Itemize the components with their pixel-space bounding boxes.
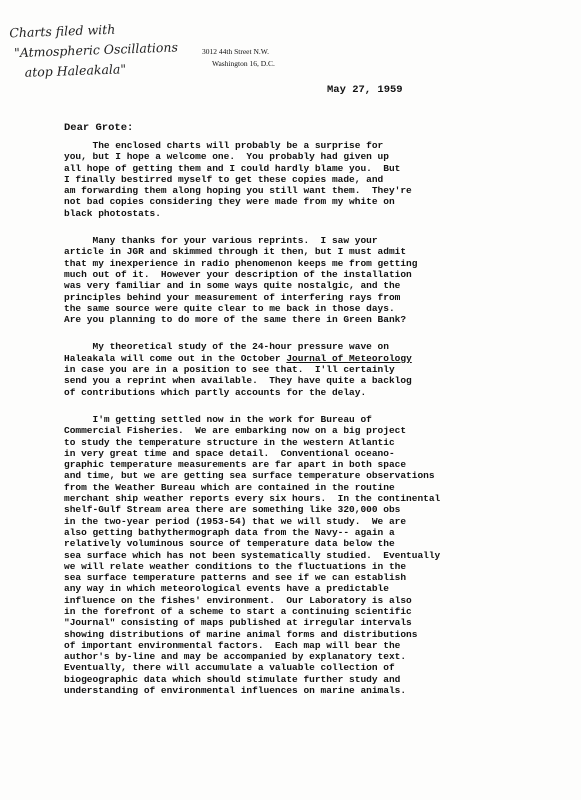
- paragraph-line: sea surface temperature patterns and see if we can establish: [64, 572, 407, 584]
- paragraph-line: to study the temperature structure in the western Atlantic: [64, 436, 395, 448]
- paragraph-line: am forwarding them along hoping you still want them. They're: [64, 185, 412, 197]
- paragraph-line: I finally bestirred myself to get these copies made, and: [64, 173, 384, 185]
- paragraph-line: not bad copies considering they were made from my white on: [64, 196, 395, 208]
- paragraph-line: shelf-Gulf Stream area there are something like 320,000 obs: [64, 504, 401, 516]
- paragraph-line: My theoretical study of the 24-hour pressure wave on: [64, 341, 389, 353]
- paragraph-line: influence on the fishes' environment. Our Laboratory is also: [64, 594, 412, 606]
- letter-body: [64, 140, 574, 712]
- paragraph-line: any way in which meteorological events have a predictable: [64, 583, 389, 595]
- paragraph-line: of contributions which partly accounts for the delay.: [64, 386, 367, 398]
- paragraph-line: also getting bathythermograph data from the Navy-- again a: [64, 526, 395, 538]
- paragraph-line: the same source were quite clear to me back in those days.: [64, 302, 395, 314]
- salutation: Dear Grote:: [64, 122, 134, 134]
- paragraph-line: black photostats.: [64, 207, 161, 219]
- letter-date: May 27, 1959: [327, 84, 403, 96]
- paragraph: [64, 235, 574, 325]
- paragraph: [64, 341, 574, 397]
- paragraph-line: Haleakala will come out in the October Journal of Meteorology: [64, 352, 412, 364]
- paragraph-line: in very great time and space detail. Conventional oceano-: [64, 447, 395, 459]
- paragraph-line: relatively voluminous source of temperature data below the: [64, 538, 395, 550]
- paragraph-line: much out of it. However your description of the installation: [64, 268, 412, 280]
- paragraph-line: biogeographic data which should stimulate further study and: [64, 673, 401, 685]
- address-line: Washington 16, D.C.: [212, 59, 275, 68]
- paragraph-line: "Journal" consisting of maps published at irregular intervals: [64, 617, 412, 629]
- paragraph-line: was very familiar and in some ways quite nostalgic, and the: [64, 280, 401, 292]
- paragraph-line: sea surface which has not been systematically studied. Eventually: [64, 549, 441, 561]
- handwritten-line: atop Haleakala": [24, 61, 127, 80]
- return-address: [202, 46, 275, 70]
- paragraph-line: send you a reprint when available. They have quite a backlog: [64, 375, 412, 387]
- paragraph-line: I'm getting settled now in the work for Bureau of: [64, 413, 372, 425]
- paragraph-line: that my inexperience in radio phenomenon keeps me from getting: [64, 257, 418, 269]
- paragraph-line: of important environmental factors. Each map will bear the: [64, 639, 401, 651]
- handwritten-line: Charts filed with: [9, 21, 116, 41]
- paragraph-line: understanding of environmental influences on marine animals.: [64, 685, 407, 697]
- paragraph-line: showing distributions of marine animal forms and distributions: [64, 628, 418, 640]
- paragraph-line: principles behind your measurement of interfering rays from: [64, 291, 401, 303]
- handwritten-note: [9, 17, 201, 84]
- paragraph-line: Eventually, there will accumulate a valuable collection of: [64, 662, 395, 674]
- paragraph: [64, 414, 574, 696]
- paragraph-line: merchant ship weather reports every six hours. In the continental: [64, 493, 441, 505]
- paragraph-line: Commercial Fisheries. We are embarking now on a big project: [64, 425, 407, 437]
- paragraph-line: Many thanks for your various reprints. I saw your: [64, 235, 378, 247]
- handwritten-line: "Atmospheric Oscillations: [13, 39, 179, 61]
- paragraph-line: in case you are in a position to see that. I'll certainly: [64, 364, 395, 376]
- address-line: 3012 44th Street N.W.: [202, 47, 270, 56]
- paragraph-line: you, but I hope a welcome one. You probably had given up: [64, 151, 389, 163]
- paragraph: [64, 140, 574, 219]
- paragraph-line: in the forefront of a scheme to start a continuing scientific: [64, 605, 412, 617]
- paragraph-line: all hope of getting them and I could hardly blame you. But: [64, 162, 401, 174]
- paragraph-line: we will relate weather conditions to the fluctuations in the: [64, 560, 407, 572]
- paragraph-line: graphic temperature measurements are far apart in both space: [64, 459, 407, 471]
- paragraph-line: in the two-year period (1953-54) that we will study. We are: [64, 515, 407, 527]
- paragraph-line: from the Weather Bureau which are contained in the routine: [64, 481, 395, 493]
- paragraph-line: author's by-line and may be accompanied by explanatory text.: [64, 651, 407, 663]
- paragraph-line: and time, but we are getting sea surface temperature observations: [64, 470, 435, 482]
- paragraph-line: The enclosed charts will probably be a surprise for: [64, 140, 384, 151]
- paragraph-line: article in JGR and skimmed through it then, but I must admit: [64, 246, 407, 258]
- paragraph-line: Are you planning to do more of the same there in Green Bank?: [64, 314, 407, 326]
